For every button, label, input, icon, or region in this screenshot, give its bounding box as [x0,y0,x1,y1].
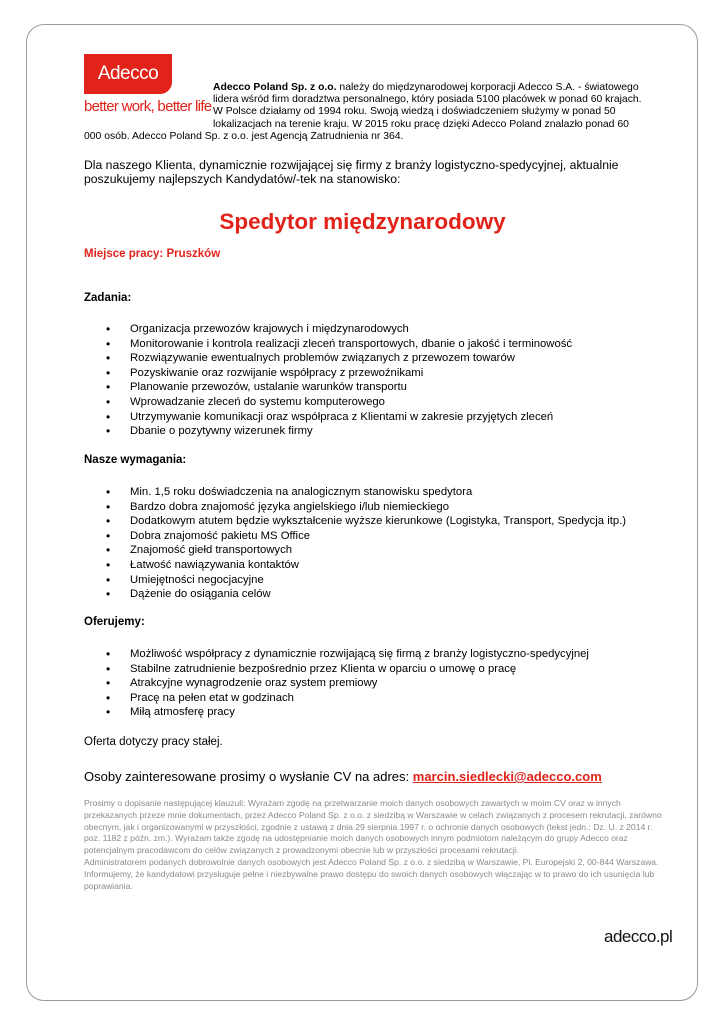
tagline: better work, better life [84,98,212,115]
permanent-note: Oferta dotyczy pracy stałej. [84,736,223,748]
job-title: Spedytor międzynarodowy [219,209,506,234]
list-item: • Możliwość współpracy z dynamicznie rozwijającą się firmą z branży logistyczno-spedycyjnej [84,647,674,662]
requirements-list [84,485,674,602]
work-location: Miejsce pracy: Pruszków [84,248,221,260]
requirements-heading: Nasze wymagania: [84,454,187,466]
consent-clause: Prosimy o dopisanie następującej klauzuli: Wyrażam zgodę na przetwarzanie moich danych osobowych zawartych w moim CV oraz w innych przekazanych przeze mnie dokumentach, przez Adecco Poland Sp. z o.o. z siedzibą w Warszawie w celach związanych z procesem rekrutacji, zarówno obecnym, jak i organizowanymi w przyszłości, zgodnie z ustawą z dnia 29 sierpnia 1997 r. o ochronie danych osobowych (tekst jedn.: Dz. U. z 2014 r. poz. 1182 z późn. zm.). Wyrażam także zgodę na udostępnianie moich danych osobowych innym podmiotom należącym do grupy Adecco oraz potencjalnym pracodawcom do celów związanych z prowadzonymi obecnie lub w przyszłości procesami rekrutacji. [84,798,662,856]
list-item: • Pracę na pełen etat w godzinach [84,691,674,706]
list-item: • Min. 1,5 roku doświadczenia na analogicznym stanowisku spedytora [84,485,674,500]
data-admin-note: Administratorem podanych dobrowolnie danych osobowych jest Adecco Poland Sp. z o.o. z siedzibą w Warszawie, Pl. Europejski 2, 00-844 Warszawa. Informujemy, że kandydatowi przysługuje pełne i niezbywalne prawo dostępu do swoich danych osobowych włączając w to prawo do ich usunięcia lub poprawiania. [84,856,659,891]
offer-list [84,647,674,720]
list-item: • Łatwość nawiązywania kontaktów [84,558,674,573]
legal-clause [84,798,664,892]
list-item: • Miłą atmosferę pracy [84,705,674,720]
list-item: • Znajomość giełd transportowych [84,543,674,558]
contact-email-link[interactable]: marcin.siedlecki@adecco.com [412,769,602,784]
list-item: • Monitorowanie i kontrola realizacji zleceń transportowych, dbanie o jakość i terminowość [84,337,674,352]
list-item: • Utrzymywanie komunikacji oraz współpraca z Klientami w zakresie przyjętych zleceń [84,410,674,425]
logo-text: Adecco [97,63,159,84]
company-description: należy do międzynarodowej korporacji Adecco S.A. - światowego lidera wśród firm doradztwa personalnego, który posiada 5100 placówek w ponad 60 krajach. W Polsce działamy od 1994 roku. Swoją wiedzą i doświadczeniem służymy w ponad 50 lokalizacjach na terenie kraju. W 2015 roku pracę dzięki Adecco Poland znalazło ponad 60 000 osób. Adecco Poland Sp. z o.o. jest Agencją Zatrudnienia nr 364. [84,82,642,142]
list-item: • Pozyskiwanie oraz rozwijanie współpracy z przewoźnikami [84,366,674,381]
list-item: • Atrakcyjne wynagrodzenie oraz system premiowy [84,676,674,691]
list-item: • Organizacja przewozów krajowych i międzynarodowych [84,322,674,337]
list-item: • Dążenie do osiągania celów [84,587,674,602]
list-item: • Bardzo dobra znajomość języka angielskiego i/lub niemieckiego [84,500,674,515]
list-item: • Umiejętności negocjacyjne [84,573,674,588]
contact-line [84,769,602,784]
list-item: • Dodatkowym atutem będzie wykształcenie wyższe kierunkowe (Logistyka, Transport, Spedycja itp.) [84,514,674,529]
company-name: Adecco Poland Sp. z o.o. [213,82,337,93]
list-item: • Rozwiązywanie ewentualnych problemów związanych z przewozem towarów [84,351,674,366]
client-description: Dla naszego Klienta, dynamicznie rozwijającej się firmy z branży logistyczno-spedycyjnej, aktualnie poszukujemy najlepszych Kandydatów/-tek na stanowisko: [84,158,619,187]
tasks-heading: Zadania: [84,292,132,304]
list-item: • Dobra znajomość pakietu MS Office [84,529,674,544]
list-item: • Planowanie przewozów, ustalanie warunków transportu [84,380,674,395]
list-item: • Dbanie o pozytywny wizerunek firmy [84,424,674,439]
tasks-list [84,322,674,439]
footer-domain: adecco.pl [604,927,673,946]
offer-heading: Oferujemy: [84,616,145,628]
contact-text: Osoby zainteresowane prosimy o wysłanie CV na adres: [84,769,413,784]
list-item: • Stabilne zatrudnienie bezpośrednio przez Klienta w oparciu o umowę o pracę [84,662,674,677]
company-intro [84,82,644,143]
list-item: • Wprowadzanie zleceń do systemu komputerowego [84,395,674,410]
